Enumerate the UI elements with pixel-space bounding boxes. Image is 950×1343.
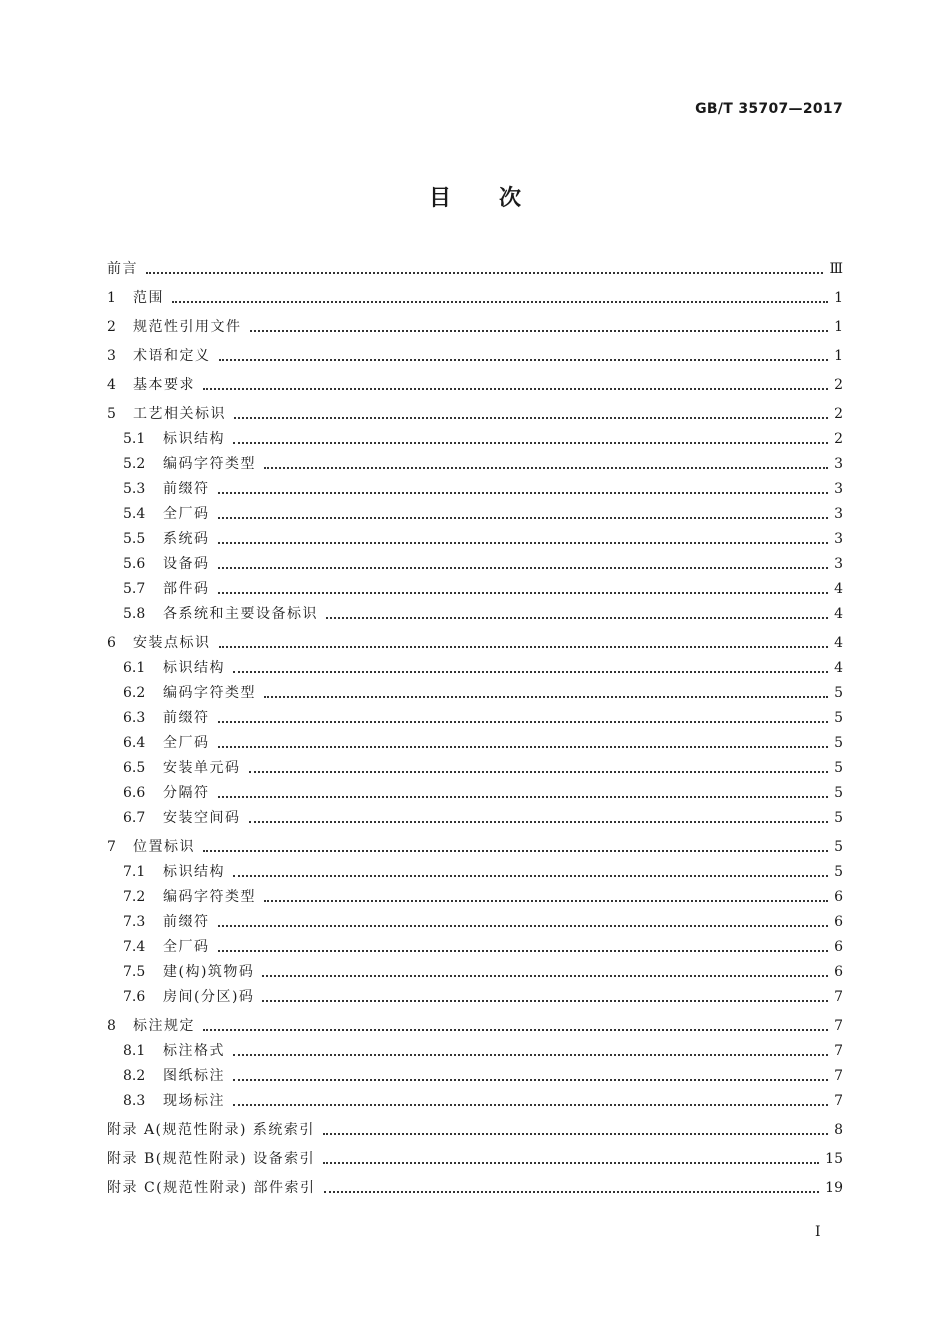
toc-entry-page: 19 [825, 1180, 843, 1196]
toc-entry-page: 4 [834, 635, 843, 651]
toc-entry[interactable] [107, 1017, 843, 1035]
toc-entry[interactable] [107, 988, 843, 1006]
toc-entry-label: 标注规定 [133, 1018, 195, 1034]
dot-leader [233, 671, 828, 673]
page-number: I [815, 1224, 821, 1240]
dot-leader [146, 272, 823, 274]
toc-entry-label: 图纸标注 [163, 1068, 225, 1084]
dot-leader [218, 492, 829, 494]
toc-entry-page: 5 [834, 735, 843, 751]
toc-entry-page: 5 [834, 810, 843, 826]
dot-leader [233, 875, 828, 877]
dot-leader [249, 771, 829, 773]
toc-entry-number: 5.2 [123, 456, 146, 472]
toc-entry-page: 5 [834, 760, 843, 776]
toc-entry-number: 5.8 [123, 606, 146, 622]
dot-leader [218, 567, 829, 569]
toc-entry[interactable] [107, 580, 843, 598]
dot-leader [326, 617, 828, 619]
toc-entry[interactable] [107, 1092, 843, 1110]
dot-leader [323, 1162, 819, 1164]
toc-entry-label: 全厂码 [163, 735, 210, 751]
toc-entry-number: 5.4 [123, 506, 146, 522]
toc-entry-label: 安装单元码 [163, 760, 241, 776]
toc-entry[interactable] [107, 784, 843, 802]
toc-entry-label: 编码字符类型 [163, 456, 256, 472]
toc-entry[interactable] [107, 759, 843, 777]
toc-entry-number: 8 [107, 1018, 116, 1034]
toc-entry-page: 1 [834, 319, 843, 335]
dot-leader [218, 925, 829, 927]
toc-entry-label: 规范性引用文件 [133, 319, 242, 335]
toc-entry-page: 3 [834, 506, 843, 522]
toc-entry[interactable] [107, 289, 843, 307]
toc-entry[interactable] [107, 938, 843, 956]
toc-entry-label: 编码字符类型 [163, 685, 256, 701]
toc-entry[interactable] [107, 430, 843, 448]
toc-entry-number: 8.2 [123, 1068, 146, 1084]
toc-entry[interactable] [107, 659, 843, 677]
dot-leader [218, 517, 829, 519]
toc-entry-label: 标识结构 [163, 660, 225, 676]
toc-entry-number: 5.6 [123, 556, 146, 572]
toc-entry[interactable] [107, 530, 843, 548]
toc-entry[interactable] [107, 963, 843, 981]
toc-entry-label: 基本要求 [133, 377, 195, 393]
toc-entry-label: 标识结构 [163, 864, 225, 880]
toc-entry-page: 7 [834, 1068, 843, 1084]
toc-entry-label: 术语和定义 [133, 348, 211, 364]
toc-entry[interactable] [107, 634, 843, 652]
dot-leader [203, 1029, 828, 1031]
dot-leader [262, 975, 828, 977]
toc-entry-page: 1 [834, 348, 843, 364]
toc-entry-label: 附录 A(规范性附录) 系统索引 [107, 1122, 315, 1138]
toc-entry-label: 房间(分区)码 [163, 989, 255, 1005]
toc-entry-number: 7.6 [123, 989, 146, 1005]
toc-entry-page: 5 [834, 839, 843, 855]
dot-leader [233, 1054, 828, 1056]
toc-entry[interactable] [107, 260, 843, 278]
toc-entry-page: 5 [834, 864, 843, 880]
dot-leader [218, 542, 829, 544]
toc-entry-number: 6 [107, 635, 116, 651]
toc-entry[interactable] [107, 1150, 843, 1168]
dot-leader [249, 821, 829, 823]
toc-entry-number: 7.1 [123, 864, 146, 880]
dot-leader [324, 1191, 820, 1193]
toc-entry-number: 6.1 [123, 660, 146, 676]
toc-entry-label: 标识结构 [163, 431, 225, 447]
toc-entry-label: 全厂码 [163, 939, 210, 955]
toc-entry-page: 8 [834, 1122, 843, 1138]
toc-entry-page: 2 [834, 377, 843, 393]
toc-entry-number: 6.3 [123, 710, 146, 726]
toc-entry[interactable] [107, 505, 843, 523]
dot-leader [172, 301, 828, 303]
toc-entry-page: 7 [834, 989, 843, 1005]
toc-entry-number: 6.4 [123, 735, 146, 751]
toc-entry-label: 前缀符 [163, 710, 210, 726]
toc-entry-number: 5.1 [123, 431, 146, 447]
toc-entry-label: 系统码 [163, 531, 210, 547]
table-of-contents [107, 257, 843, 1197]
toc-entry-label: 标注格式 [163, 1043, 225, 1059]
toc-entry-page: 6 [834, 889, 843, 905]
dot-leader [264, 900, 828, 902]
toc-entry-number: 6.7 [123, 810, 146, 826]
toc-entry-number: 6.2 [123, 685, 146, 701]
dot-leader [234, 417, 828, 419]
toc-entry-number: 1 [107, 290, 116, 306]
toc-entry-label: 附录 C(规范性附录) 部件索引 [107, 1180, 316, 1196]
dot-leader [218, 746, 829, 748]
toc-entry[interactable] [107, 480, 843, 498]
toc-entry-label: 前缀符 [163, 481, 210, 497]
dot-leader [264, 696, 828, 698]
toc-entry-page: 5 [834, 685, 843, 701]
dot-leader [218, 721, 829, 723]
toc-entry[interactable] [107, 1042, 843, 1060]
toc-entry-page: 2 [834, 431, 843, 447]
toc-entry-label: 位置标识 [133, 839, 195, 855]
toc-entry-number: 3 [107, 348, 116, 364]
dot-leader [219, 359, 829, 361]
toc-entry-label: 编码字符类型 [163, 889, 256, 905]
toc-entry-label: 现场标注 [163, 1093, 225, 1109]
toc-entry[interactable] [107, 455, 843, 473]
toc-entry-label: 附录 B(规范性附录) 设备索引 [107, 1151, 316, 1167]
toc-entry-number: 4 [107, 377, 116, 393]
dot-leader [218, 950, 829, 952]
toc-entry-number: 6.5 [123, 760, 146, 776]
toc-entry-number: 5 [107, 406, 116, 422]
dot-leader [219, 646, 829, 648]
toc-entry-page: 4 [834, 581, 843, 597]
toc-entry[interactable] [107, 555, 843, 573]
toc-entry-label: 分隔符 [163, 785, 210, 801]
toc-entry[interactable] [107, 1179, 843, 1197]
toc-entry[interactable] [107, 684, 843, 702]
toc-entry[interactable] [107, 376, 843, 394]
toc-entry[interactable] [107, 1067, 843, 1085]
toc-entry-page: 3 [834, 556, 843, 572]
toc-entry-label: 建(构)筑物码 [163, 964, 255, 980]
toc-entry-number: 7.3 [123, 914, 146, 930]
toc-entry-number: 7.2 [123, 889, 146, 905]
toc-entry-page: Ⅲ [829, 261, 843, 277]
toc-entry-page: 6 [834, 964, 843, 980]
toc-entry-page: 15 [825, 1151, 843, 1167]
toc-entry-number: 2 [107, 319, 116, 335]
dot-leader [218, 592, 829, 594]
toc-entry-label: 各系统和主要设备标识 [163, 606, 318, 622]
toc-entry-page: 5 [834, 785, 843, 801]
toc-entry-page: 4 [834, 660, 843, 676]
toc-entry[interactable] [107, 1121, 843, 1139]
toc-entry-number: 5.5 [123, 531, 146, 547]
toc-entry[interactable] [107, 734, 843, 752]
toc-entry[interactable] [107, 405, 843, 423]
dot-leader [264, 467, 828, 469]
toc-entry-number: 8.3 [123, 1093, 146, 1109]
toc-entry-label: 安装空间码 [163, 810, 241, 826]
toc-entry-number: 5.3 [123, 481, 146, 497]
toc-entry[interactable] [107, 809, 843, 827]
toc-entry[interactable] [107, 888, 843, 906]
toc-entry-label: 安装点标识 [133, 635, 211, 651]
toc-entry-page: 3 [834, 481, 843, 497]
toc-entry[interactable] [107, 863, 843, 881]
toc-entry-label: 设备码 [163, 556, 210, 572]
toc-entry-page: 7 [834, 1093, 843, 1109]
toc-entry-page: 7 [834, 1043, 843, 1059]
toc-entry-label: 前言 [107, 261, 138, 277]
toc-entry[interactable] [107, 838, 843, 856]
toc-entry-page: 4 [834, 606, 843, 622]
dot-leader [218, 796, 829, 798]
toc-entry[interactable] [107, 318, 843, 336]
toc-entry-label: 前缀符 [163, 914, 210, 930]
toc-entry-page: 3 [834, 456, 843, 472]
dot-leader [262, 1000, 828, 1002]
toc-entry-number: 5.7 [123, 581, 146, 597]
toc-entry-page: 7 [834, 1018, 843, 1034]
dot-leader [203, 388, 828, 390]
dot-leader [233, 1079, 828, 1081]
toc-title: 目次 [428, 186, 569, 211]
toc-entry-label: 部件码 [163, 581, 210, 597]
toc-entry-page: 6 [834, 939, 843, 955]
toc-entry-number: 7.4 [123, 939, 146, 955]
dot-leader [250, 330, 829, 332]
toc-entry-label: 工艺相关标识 [133, 406, 226, 422]
toc-entry-page: 5 [834, 710, 843, 726]
toc-entry[interactable] [107, 347, 843, 365]
toc-entry-number: 8.1 [123, 1043, 146, 1059]
toc-entry-number: 7.5 [123, 964, 146, 980]
dot-leader [233, 1104, 828, 1106]
toc-entry[interactable] [107, 605, 843, 623]
toc-entry-page: 1 [834, 290, 843, 306]
standard-number: GB/T 35707—2017 [695, 101, 843, 117]
toc-entry[interactable] [107, 913, 843, 931]
toc-entry[interactable] [107, 709, 843, 727]
toc-entry-label: 范围 [133, 290, 164, 306]
toc-entry-page: 2 [834, 406, 843, 422]
toc-entry-page: 6 [834, 914, 843, 930]
dot-leader [323, 1133, 828, 1135]
dot-leader [203, 850, 828, 852]
dot-leader [233, 442, 828, 444]
toc-entry-label: 全厂码 [163, 506, 210, 522]
toc-entry-number: 6.6 [123, 785, 146, 801]
toc-entry-number: 7 [107, 839, 116, 855]
toc-entry-page: 3 [834, 531, 843, 547]
